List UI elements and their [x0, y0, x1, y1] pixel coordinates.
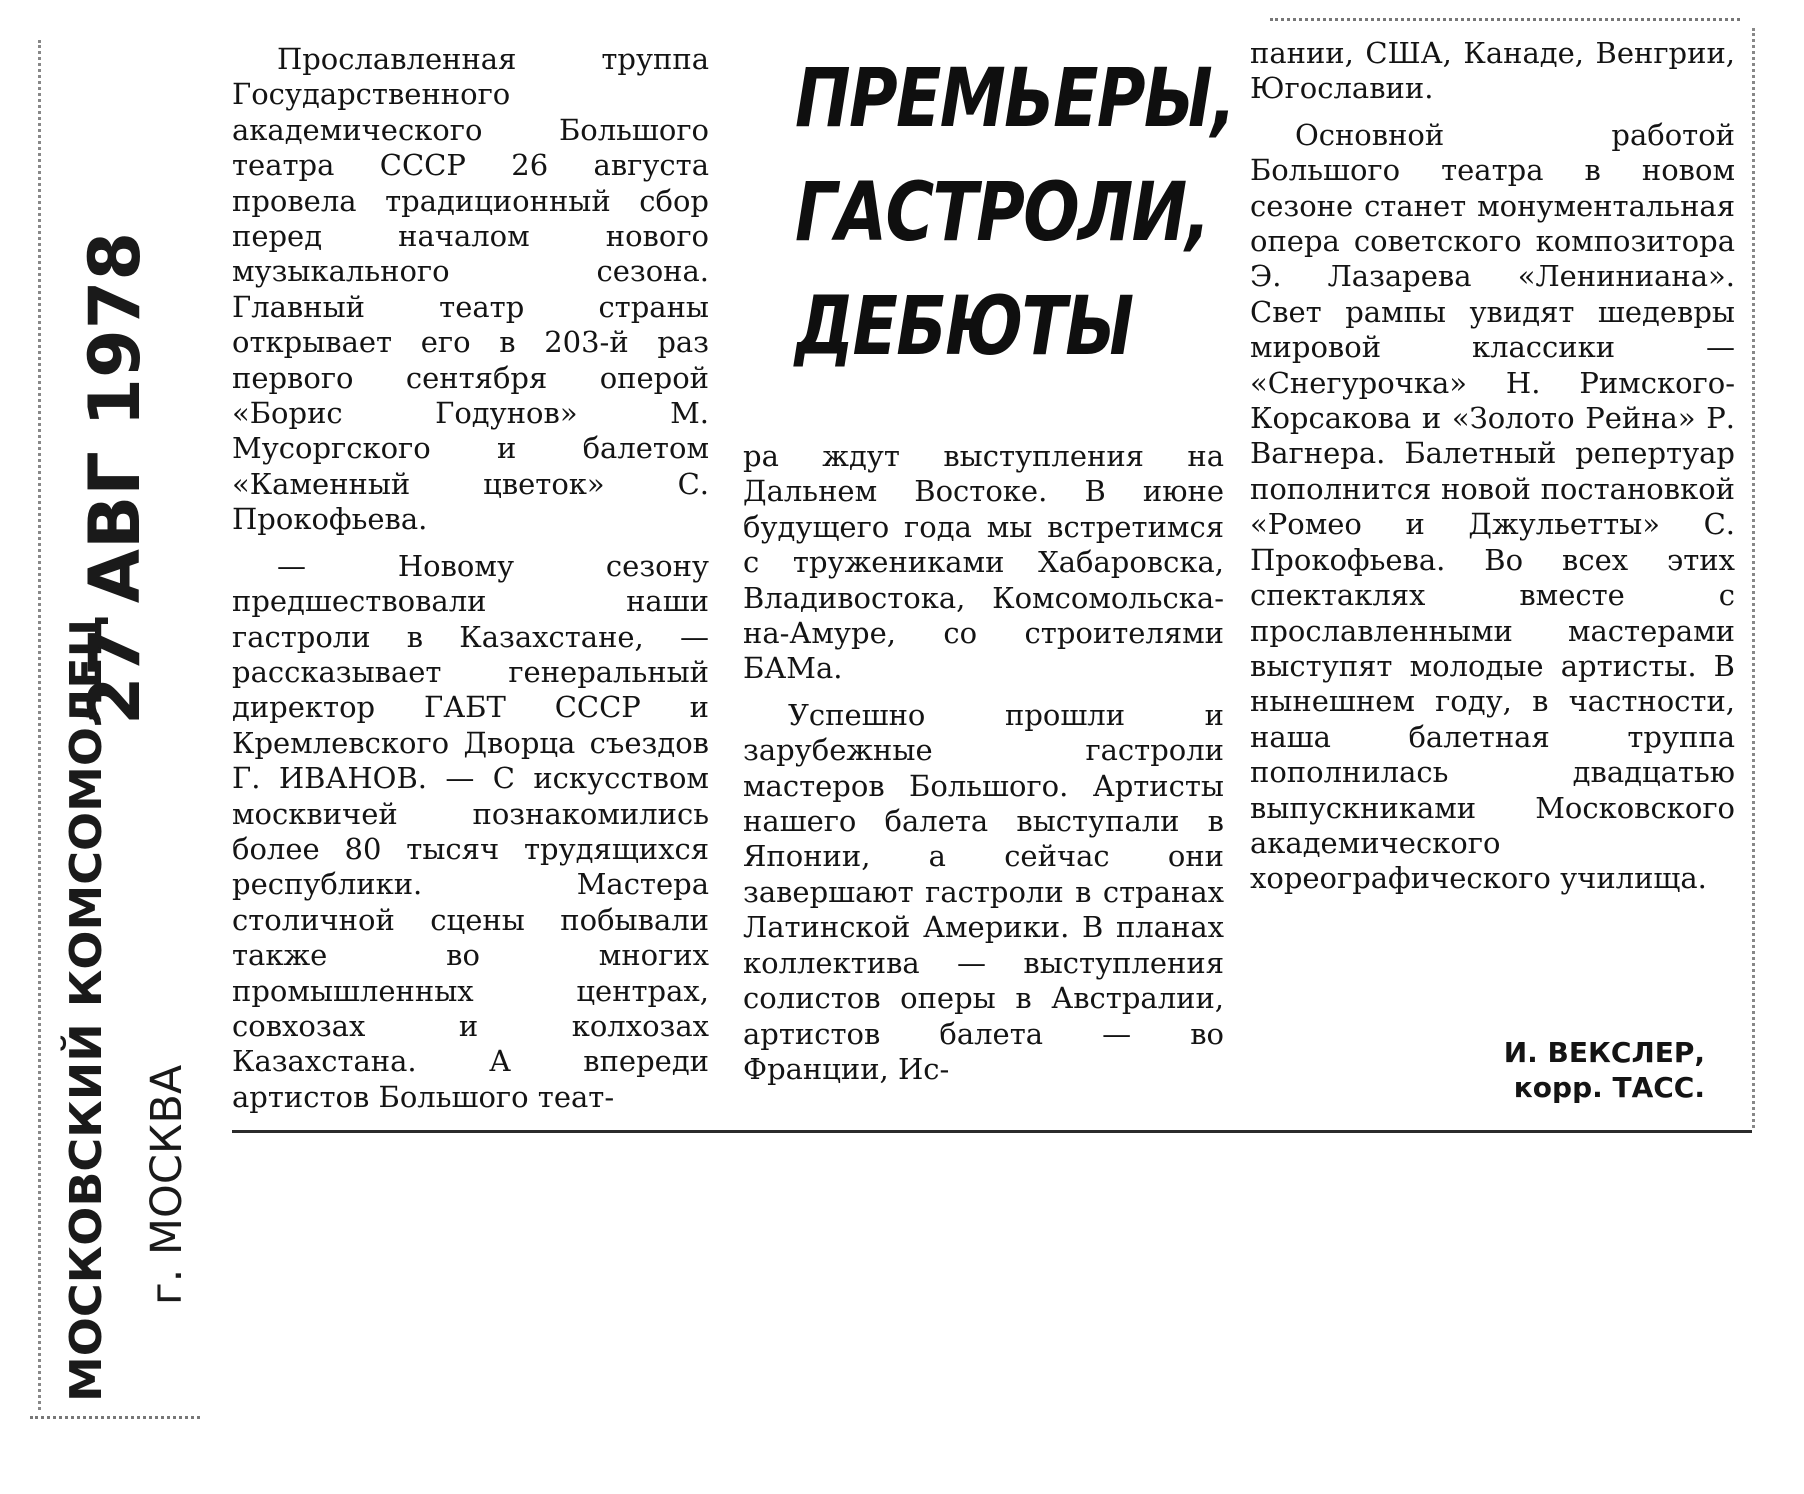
bottom-rule	[232, 1130, 1752, 1133]
article-paragraph: Прославленная труппа Государственного академического Большого театра СССР 26 августа провела традиционный сбор перед началом нового музыкального сезона. Главный театр страны открывает его в 203-й раз первого сентября оперой «Борис Годунов» М. Мусоргского и балетом «Каменный цветок» С. Прокофьева.	[232, 42, 709, 537]
clipping-left-border	[38, 40, 41, 1410]
clipping-top-border	[1270, 18, 1740, 21]
clipping-right-border	[1752, 28, 1755, 1128]
date-stamp: 27 АВГ 1978	[74, 231, 156, 725]
article-headline	[795, 42, 1235, 384]
author-name: И. ВЕКСЛЕР,	[1503, 1036, 1705, 1069]
city-stamp: г. МОСКВА	[142, 1064, 192, 1305]
headline-line: ПРЕМЬЕРЫ,	[795, 52, 1235, 146]
article-paragraph: Основной работой Большого театра в новом сезоне станет монументальная опера советского композитора Э. Лазарева «Лениниана». Свет рампы увидят шедевры мировой классики — «Снегурочка» Н. Римского-Корсакова и «Золото Рейна» Р. Вагнера. Балетный репертуар пополнится новой постановкой «Ромео и Джульетты» С. Прокофьева. Во всех этих спектаклях вместе с прославленными мастерами выступят молодые артисты. В нынешнем году, в частности, наша балетная труппа пополнилась двадцатью выпускниками Московского академического хореографического училища.	[1250, 117, 1735, 896]
article-signature	[1504, 1035, 1705, 1105]
article-column-3	[1250, 36, 1735, 897]
article-paragraph: пании, США, Канаде, Венгрии, Югославии.	[1250, 36, 1735, 106]
headline-line: ГАСТРОЛИ,	[795, 166, 1210, 260]
author-role: корр. ТАСС.	[1513, 1071, 1705, 1104]
article-paragraph: Успешно прошли и зарубежные гастроли мастеров Большого. Артисты нашего балета выступали в Японии, а сейчас они завершают гастроли в странах Латинской Америки. В планах коллектива — выступления солистов оперы в Австралии, артистов балета — во Франции, Ис-	[743, 697, 1224, 1086]
article-column-1	[232, 42, 709, 1115]
clipping-bottom-border	[30, 1416, 200, 1419]
article-paragraph: — Новому сезону предшествовали наши гастроли в Казахстане, — рассказывает генеральный директор ГАБТ СССР и Кремлевского Дворца съездов Г. ИВАНОВ. — С искусством москвичей познакомились более 80 тысяч трудящихся республики. Мастера столичной сцены побывали также во многих промышленных центрах, совхозах и колхозах Казахстана. А впереди артистов Большого теат-	[232, 548, 709, 1114]
article-paragraph: ра ждут выступления на Дальнем Востоке. В июне будущего года мы встретимся с тружениками Хабаровска, Владивостока, Комсомольска-на-Амуре, со строителями БАМа.	[743, 439, 1224, 686]
newspaper-name-stamp: МОСКОВСКИЙ КОМСОМОЛЕЦ	[60, 614, 112, 1402]
article-column-2	[743, 439, 1224, 1087]
headline-line: ДЕБЮТЫ	[795, 280, 1133, 374]
